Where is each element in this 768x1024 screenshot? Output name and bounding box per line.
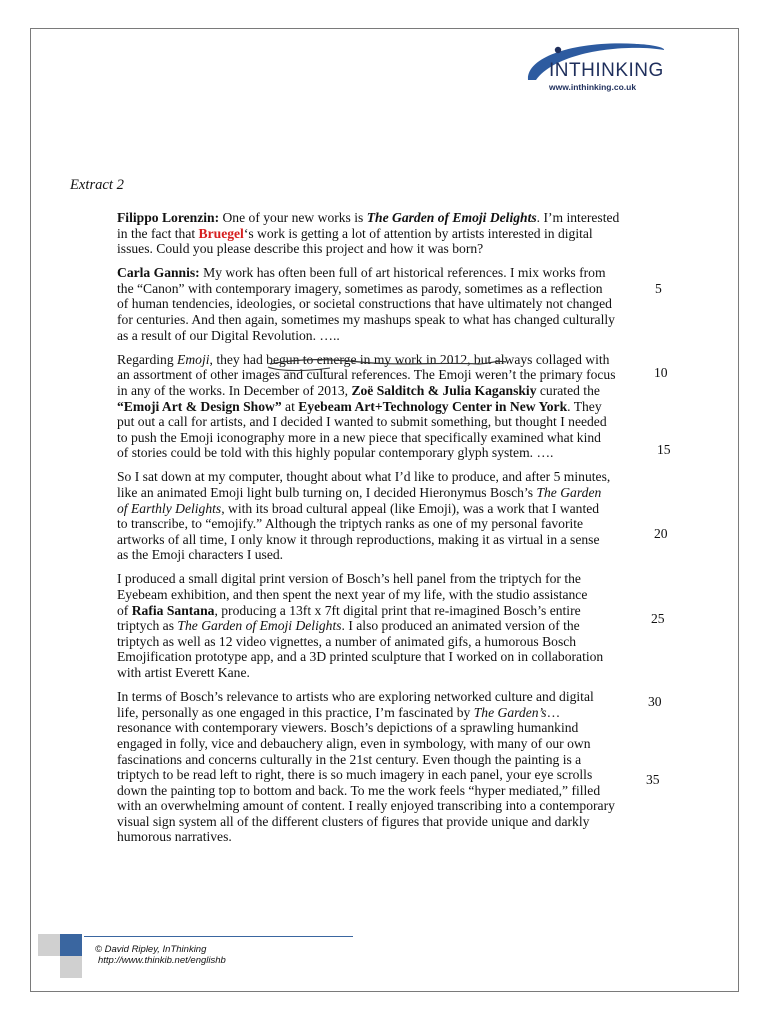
text-run: , with its broad cultural appeal (like Emoji), was a work that I wanted: [221, 500, 600, 516]
text-run: My work has often been full of art historical references. I mix works from: [199, 265, 606, 281]
text-run: at: [281, 398, 299, 414]
text-line: [117, 328, 647, 344]
text-line: [117, 767, 647, 783]
text-line: [117, 720, 647, 736]
text-run: like an animated Emoji light bulb turning on, I decided Hieronymus Bosch’s: [117, 485, 537, 500]
paragraph: [117, 689, 647, 845]
highlighted-name: Bruegel: [198, 225, 244, 241]
text-line: [117, 798, 647, 814]
text-line: [117, 352, 647, 368]
text-run: in any of the works. In December of 2013,: [117, 382, 352, 398]
text-line: [117, 445, 647, 461]
text-run: Rafia Santana: [131, 602, 215, 618]
text-run: fascinations and concerns culturally in the 21st century. Even though the painting is a: [117, 751, 582, 767]
text-run: curated the: [536, 382, 600, 398]
footer-square-blue: [60, 934, 82, 956]
text-run: an assortment of other images and cultural references. The Emoji weren’t the primary focus: [117, 367, 616, 383]
text-line: [117, 649, 647, 665]
text-line: [117, 430, 647, 446]
line-number: 10: [654, 365, 668, 380]
line-number: 30: [648, 694, 662, 709]
paragraph: [117, 210, 647, 257]
text-run: Eyebeam exhibition, and then spent the next year of my life, with the studio assistance: [117, 587, 588, 603]
text-run: as a result of our Digital Revolution. …..: [117, 327, 340, 343]
text-run: life, personally as one engaged in this practice, I’m fascinated by: [117, 704, 474, 720]
text-run: of Earthly Delights: [117, 500, 222, 516]
text-run: Carla Gannis:: [117, 265, 200, 281]
line-number: 5: [655, 281, 662, 296]
text-run: . I’m interested: [536, 210, 620, 225]
text-line: [117, 689, 647, 705]
text-line: [117, 829, 647, 845]
text-run: …: [546, 704, 561, 720]
line-number: 15: [657, 442, 671, 457]
text-run: with artist Everett Kane.: [117, 665, 250, 681]
text-run: of stories could be told with this highly popular contemporary glyph system. ….: [117, 445, 554, 461]
text-line: [117, 226, 647, 242]
text-line: [117, 752, 647, 768]
text-run: , they had begun to emerge in my work in 2012, but always collaged with: [209, 351, 610, 367]
text-line: [117, 587, 647, 603]
text-run: So I sat down at my computer, thought about what I’d like to produce, and after 5 minutes,: [117, 469, 611, 485]
footer-copyright: © David Ripley, InThinking: [95, 944, 207, 955]
line-number: 20: [654, 526, 668, 541]
text-run: , producing a 13ft x 7ft digital print that re-imagined Bosch’s entire: [214, 602, 581, 618]
text-line: [117, 634, 647, 650]
line-number: 35: [646, 772, 660, 787]
text-line: [117, 705, 647, 721]
text-line: [117, 265, 647, 281]
text-run: Regarding: [117, 351, 178, 367]
paragraph: [117, 352, 647, 461]
text-line: [117, 783, 647, 799]
text-run: . I also produced an animated version of the: [341, 618, 580, 634]
footer-divider: [84, 936, 353, 937]
text-run: Emoji: [177, 351, 210, 367]
text-run: visual sign system all of the different clusters of figures that provide unique and darkly: [117, 813, 590, 829]
footer-square-grey: [38, 934, 60, 956]
text-line: [117, 485, 647, 501]
logo-url: www.inthinking.co.uk: [549, 82, 637, 92]
text-run: “Emoji Art & Design Show”: [117, 398, 282, 414]
text-line: [117, 814, 647, 830]
text-line: [117, 469, 647, 485]
text-run: The Garden of Emoji Delights: [177, 618, 342, 634]
text-line: [117, 281, 647, 297]
text-line: [117, 241, 647, 257]
text-run: down the painting top to bottom and back. To me the work feels “hyper mediated,” filled: [117, 782, 601, 798]
text-line: [117, 618, 647, 634]
text-run: humorous narratives.: [117, 829, 232, 845]
text-run: as the Emoji characters I used.: [117, 547, 284, 563]
text-run: to push the Emoji iconography more in a new piece that specifically examined what kind: [117, 429, 601, 445]
text-run: artworks of all time, I only know it through reproductions, making it as virtual in a sense: [117, 531, 600, 547]
paragraph: [117, 265, 647, 343]
line-number: 25: [651, 611, 665, 626]
footer-url: http://www.thinkib.net/englishb: [98, 955, 226, 966]
text-line: [117, 312, 647, 328]
text-run: of: [117, 602, 132, 618]
logo-text: INTHINKING: [549, 60, 664, 81]
text-line: [117, 571, 647, 587]
text-run: Eyebeam Art+Technology Center in New York: [298, 398, 568, 414]
text-run: In terms of Bosch’s relevance to artists who are exploring networked culture and digital: [117, 689, 594, 705]
text-run: triptych as: [117, 618, 178, 634]
text-run: . They: [567, 398, 602, 414]
text-run: of human tendencies, ideologies, or societal constructions that have ultimately not changed: [117, 296, 612, 312]
text-line: [117, 501, 647, 517]
text-line: [117, 414, 647, 430]
footer-square-grey: [60, 956, 82, 978]
text-run: The Garden of Emoji Delights: [366, 210, 537, 225]
text-run: resonance with contemporary viewers. Bosch’s depictions of a sprawling humankind: [117, 720, 579, 736]
text-line: [117, 367, 647, 383]
interview-text: [117, 210, 647, 854]
text-line: [117, 547, 647, 563]
text-line: [117, 736, 647, 752]
text-run: One of your new works is: [219, 210, 367, 225]
text-line: [117, 296, 647, 312]
text-run: put out a call for artists, and I decided I wanted to submit something, but thought I needed: [117, 414, 607, 430]
text-run: I produced a small digital print version of Bosch’s hell panel from the triptych for the: [117, 571, 581, 587]
text-run: with an overwhelming amount of content. I really enjoyed transcribing into a contemporary: [117, 798, 615, 814]
text-run: ‘s work is getting a lot of attention by artists interested in digital: [243, 225, 593, 241]
text-line: [117, 210, 647, 226]
text-line: [117, 665, 647, 681]
text-run: triptych to be read left to right, there is so much imagery in each panel, your eye scrolls: [117, 767, 593, 783]
text-line: [117, 603, 647, 619]
extract-title: Extract 2: [70, 177, 124, 193]
text-line: [117, 383, 647, 399]
text-line: [117, 532, 647, 548]
text-run: engaged in folly, vice and debauchery align, even in symbology, with many of our own: [117, 735, 591, 751]
text-line: [117, 399, 647, 415]
text-run: in the fact that: [117, 225, 199, 241]
text-run: The Garden: [536, 485, 602, 500]
text-run: The Garden’s: [473, 704, 547, 720]
text-run: issues. Could you please describe this project and how it was born?: [117, 241, 484, 257]
text-run: for centuries. And then again, sometimes my mashups speak to what has changed culturally: [117, 312, 615, 328]
text-run: the “Canon” with contemporary imagery, sometimes as parody, sometimes as a reflection: [117, 280, 603, 296]
paragraph: [117, 571, 647, 680]
text-run: triptych as well as 12 video vignettes, a number of animated gifs, a humorous Bosch: [117, 633, 577, 649]
text-run: Zoë Salditch & Julia Kaganskiy: [351, 382, 537, 398]
footer-text: [95, 944, 226, 966]
text-run: to transcribe, to “emojify.” Although the triptych ranks as one of my personal favorite: [117, 516, 584, 532]
paragraph: [117, 469, 647, 563]
text-run: Filippo Lorenzin:: [117, 210, 220, 225]
text-run: Emojification prototype app, and a 3D printed sculpture that I worked on in collaboration: [117, 649, 604, 665]
text-line: [117, 516, 647, 532]
